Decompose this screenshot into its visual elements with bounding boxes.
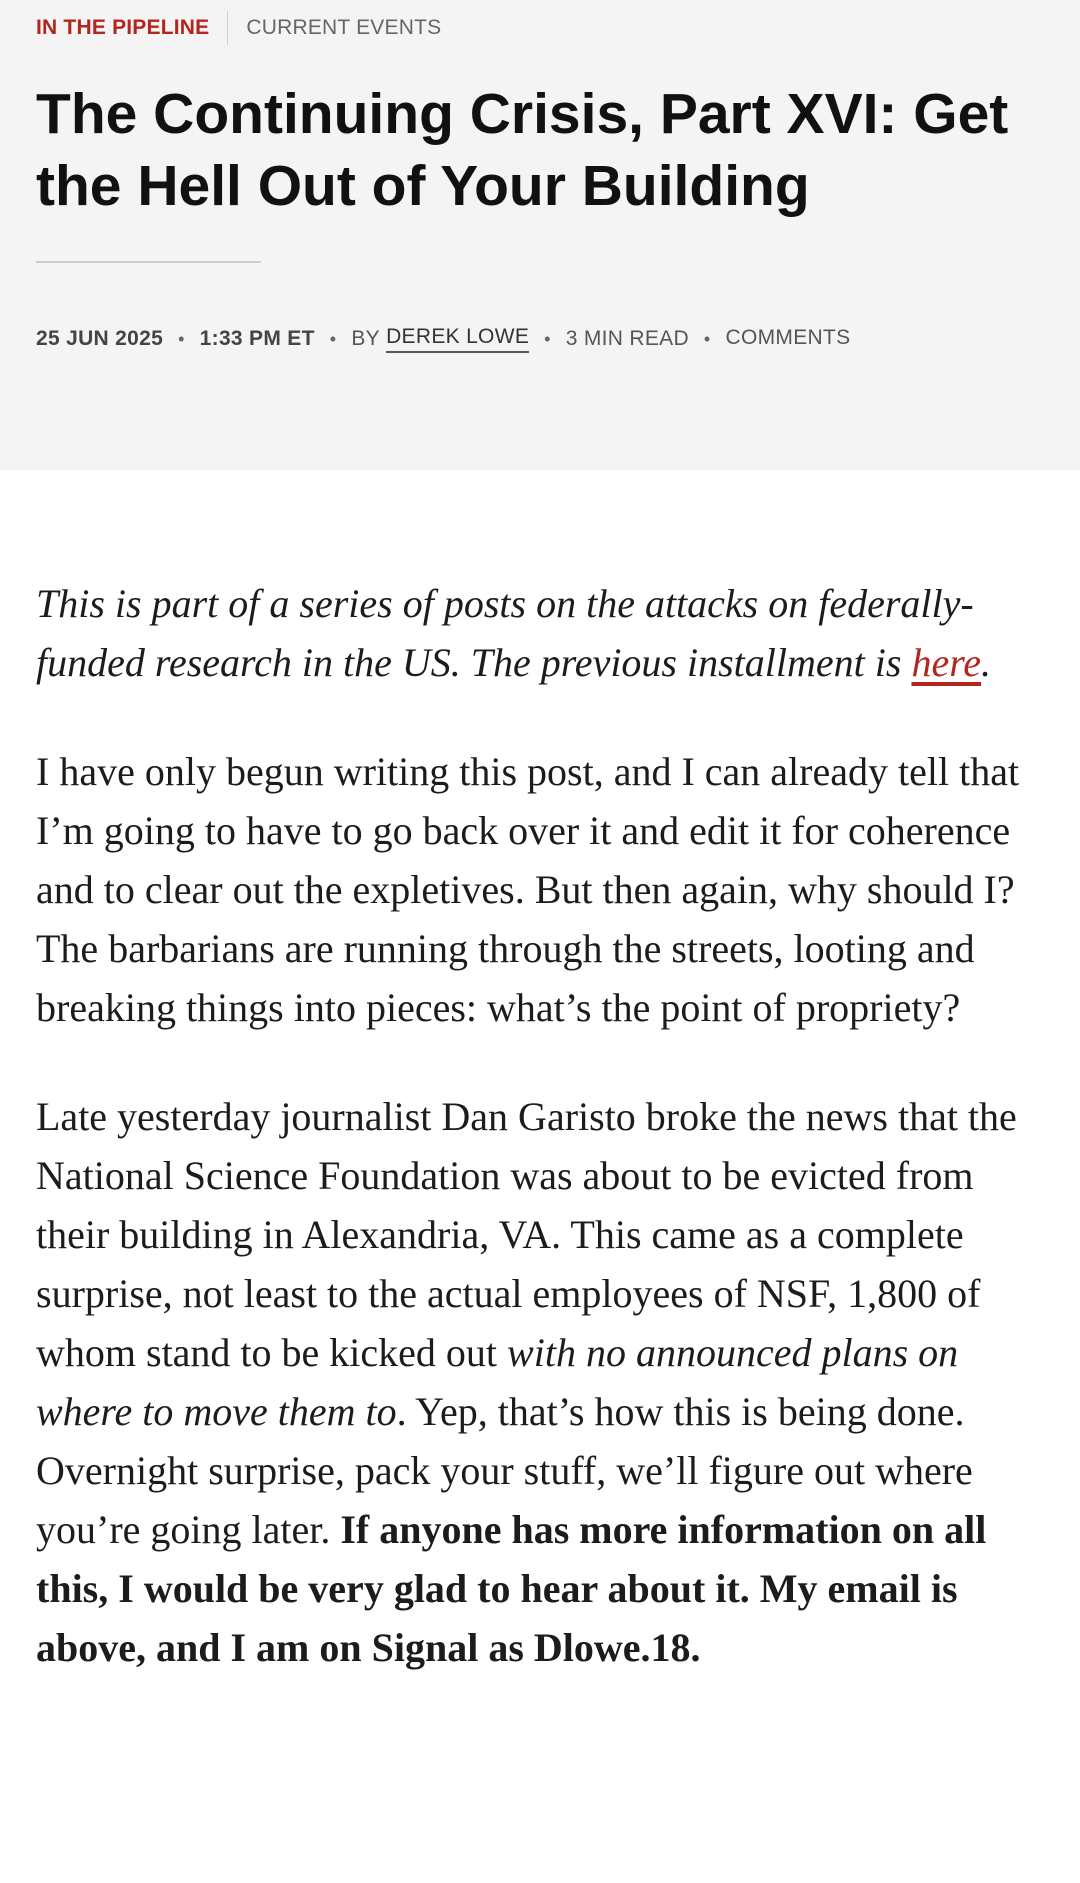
author-link[interactable]: DEREK LOWE bbox=[386, 325, 529, 353]
paragraph-2 bbox=[36, 1087, 1048, 1677]
previous-installment-link[interactable]: here bbox=[911, 640, 982, 685]
breadcrumb bbox=[36, 13, 441, 43]
series-intro bbox=[36, 574, 1048, 692]
meta-separator-dot: • bbox=[703, 328, 711, 349]
paragraph-2-text-a: Late yesterday journalist Dan Garisto broke the news that the National Science Foundation was about to be evicted from their building in Alexandria, VA. This came as a complete surprise, not least to the actual employees of NSF, 1,800 of whom stand to be kicked out bbox=[36, 1094, 1017, 1375]
page-title: The Continuing Crisis, Part XVI: Get the Hell Out of Your Building bbox=[36, 82, 1009, 218]
paragraph-2-emphasis: with no announced plans on where to move them to bbox=[36, 1330, 959, 1434]
read-time: 3 MIN READ bbox=[565, 327, 689, 350]
paragraph-1: I have only begun writing this post, and I can already tell that I’m going to have to go back over it and edit it for coherence and to clear out the expletives. But then again, why should I? The barbarians are running through the streets, looting and breaking things into pieces: what’s the point of propriety? bbox=[36, 749, 1020, 1030]
title-divider bbox=[36, 261, 261, 263]
byline-prefix: BY bbox=[351, 327, 380, 350]
breadcrumb-divider bbox=[227, 11, 228, 45]
publish-date: 25 JUN 2025 bbox=[36, 327, 164, 350]
publish-time: 1:33 PM ET bbox=[199, 327, 315, 350]
paragraph-2-bold: If anyone has more information on all this, I would be very glad to hear about it. My email is above, and I am on Signal as Dlowe.18. bbox=[36, 1507, 987, 1670]
category-link[interactable]: CURRENT EVENTS bbox=[246, 16, 442, 39]
meta-separator-dot: • bbox=[329, 328, 337, 349]
article-meta bbox=[36, 322, 850, 356]
meta-separator-dot: • bbox=[178, 328, 185, 349]
intro-end: . bbox=[981, 640, 992, 685]
article-body bbox=[36, 574, 1048, 1727]
article-header bbox=[0, 0, 1080, 470]
meta-separator-dot: • bbox=[544, 328, 551, 349]
paragraph-2-text-b: . Yep, that’s how this is being done. Overnight surprise, pack your stuff, we’ll figure out where you’re going later. bbox=[36, 1389, 973, 1552]
blog-name-link[interactable]: IN THE PIPELINE bbox=[36, 16, 210, 39]
intro-text: This is part of a series of posts on the attacks on federally-funded research in the US. The previous installment is bbox=[36, 581, 974, 685]
comments-link[interactable]: COMMENTS bbox=[725, 326, 851, 349]
